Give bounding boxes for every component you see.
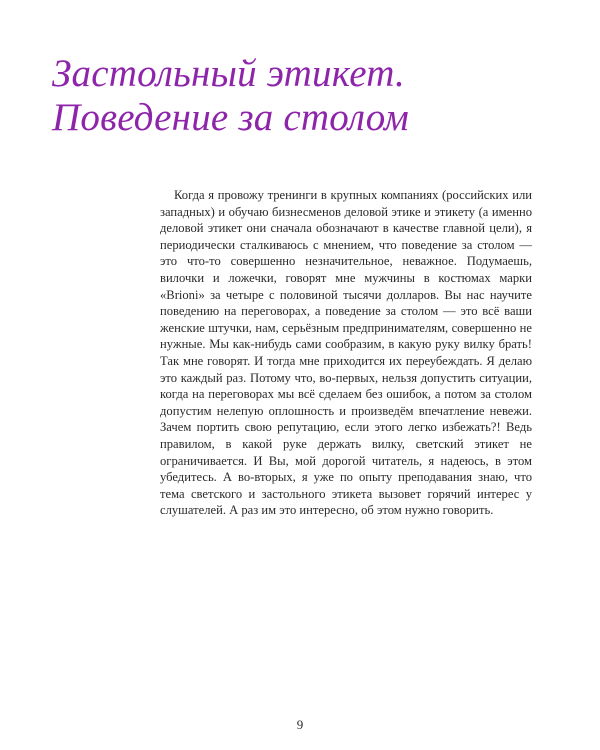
body-paragraph: Когда я провожу тренинги в крупных компаниях (российских или западных) и обучаю бизнесменов деловой этике и этикету (а именно деловой этикет они сначала обозначают в качестве главной цели), я периодически сталкиваюсь с мнением, что поведение за столом — это что-то совершенно незначительное, неважное. Подумаешь, вилочки и ложечки, говорят мне мужчины в костюмах марки «Brioni» за четыре с половиной тысячи долларов. Вы нас научите поведению на переговорах, а поведение за столом — это всё ваши женские штучки, нам, серьёзным предпринимателям, совершенно не нужные. Мы как-нибудь сами сообразим, в какую руку вилку брать! Так мне говорят. И тогда мне приходится их переубеждать. Я делаю это каждый раз. Потому что, во-первых, нельзя допустить ситуации, когда на переговорах мы всё сделаем без ошибок, а потом за столом допустим нелепую оплошность и произведём впечатление невежи. Зачем портить свою репутацию, если этого легко избежать?! Ведь правилом, в какой руке держать вилку, светский этикет не ограничивается. И Вы, мой дорогой читатель, я надеюсь, в этом убедитесь. А во-вторых, я уже по опыту преподавания знаю, что тема светского и застольного этикета вызовет горячий интерес у слушателей. А раз им это интересно, об этом нужно говорить. [160, 188, 532, 518]
chapter-title [52, 52, 572, 140]
page-number: 9 [296, 717, 304, 732]
chapter-title-line-1: Застольный этикет. [52, 52, 405, 95]
chapter-title-line-2: Поведение за столом [52, 96, 410, 139]
